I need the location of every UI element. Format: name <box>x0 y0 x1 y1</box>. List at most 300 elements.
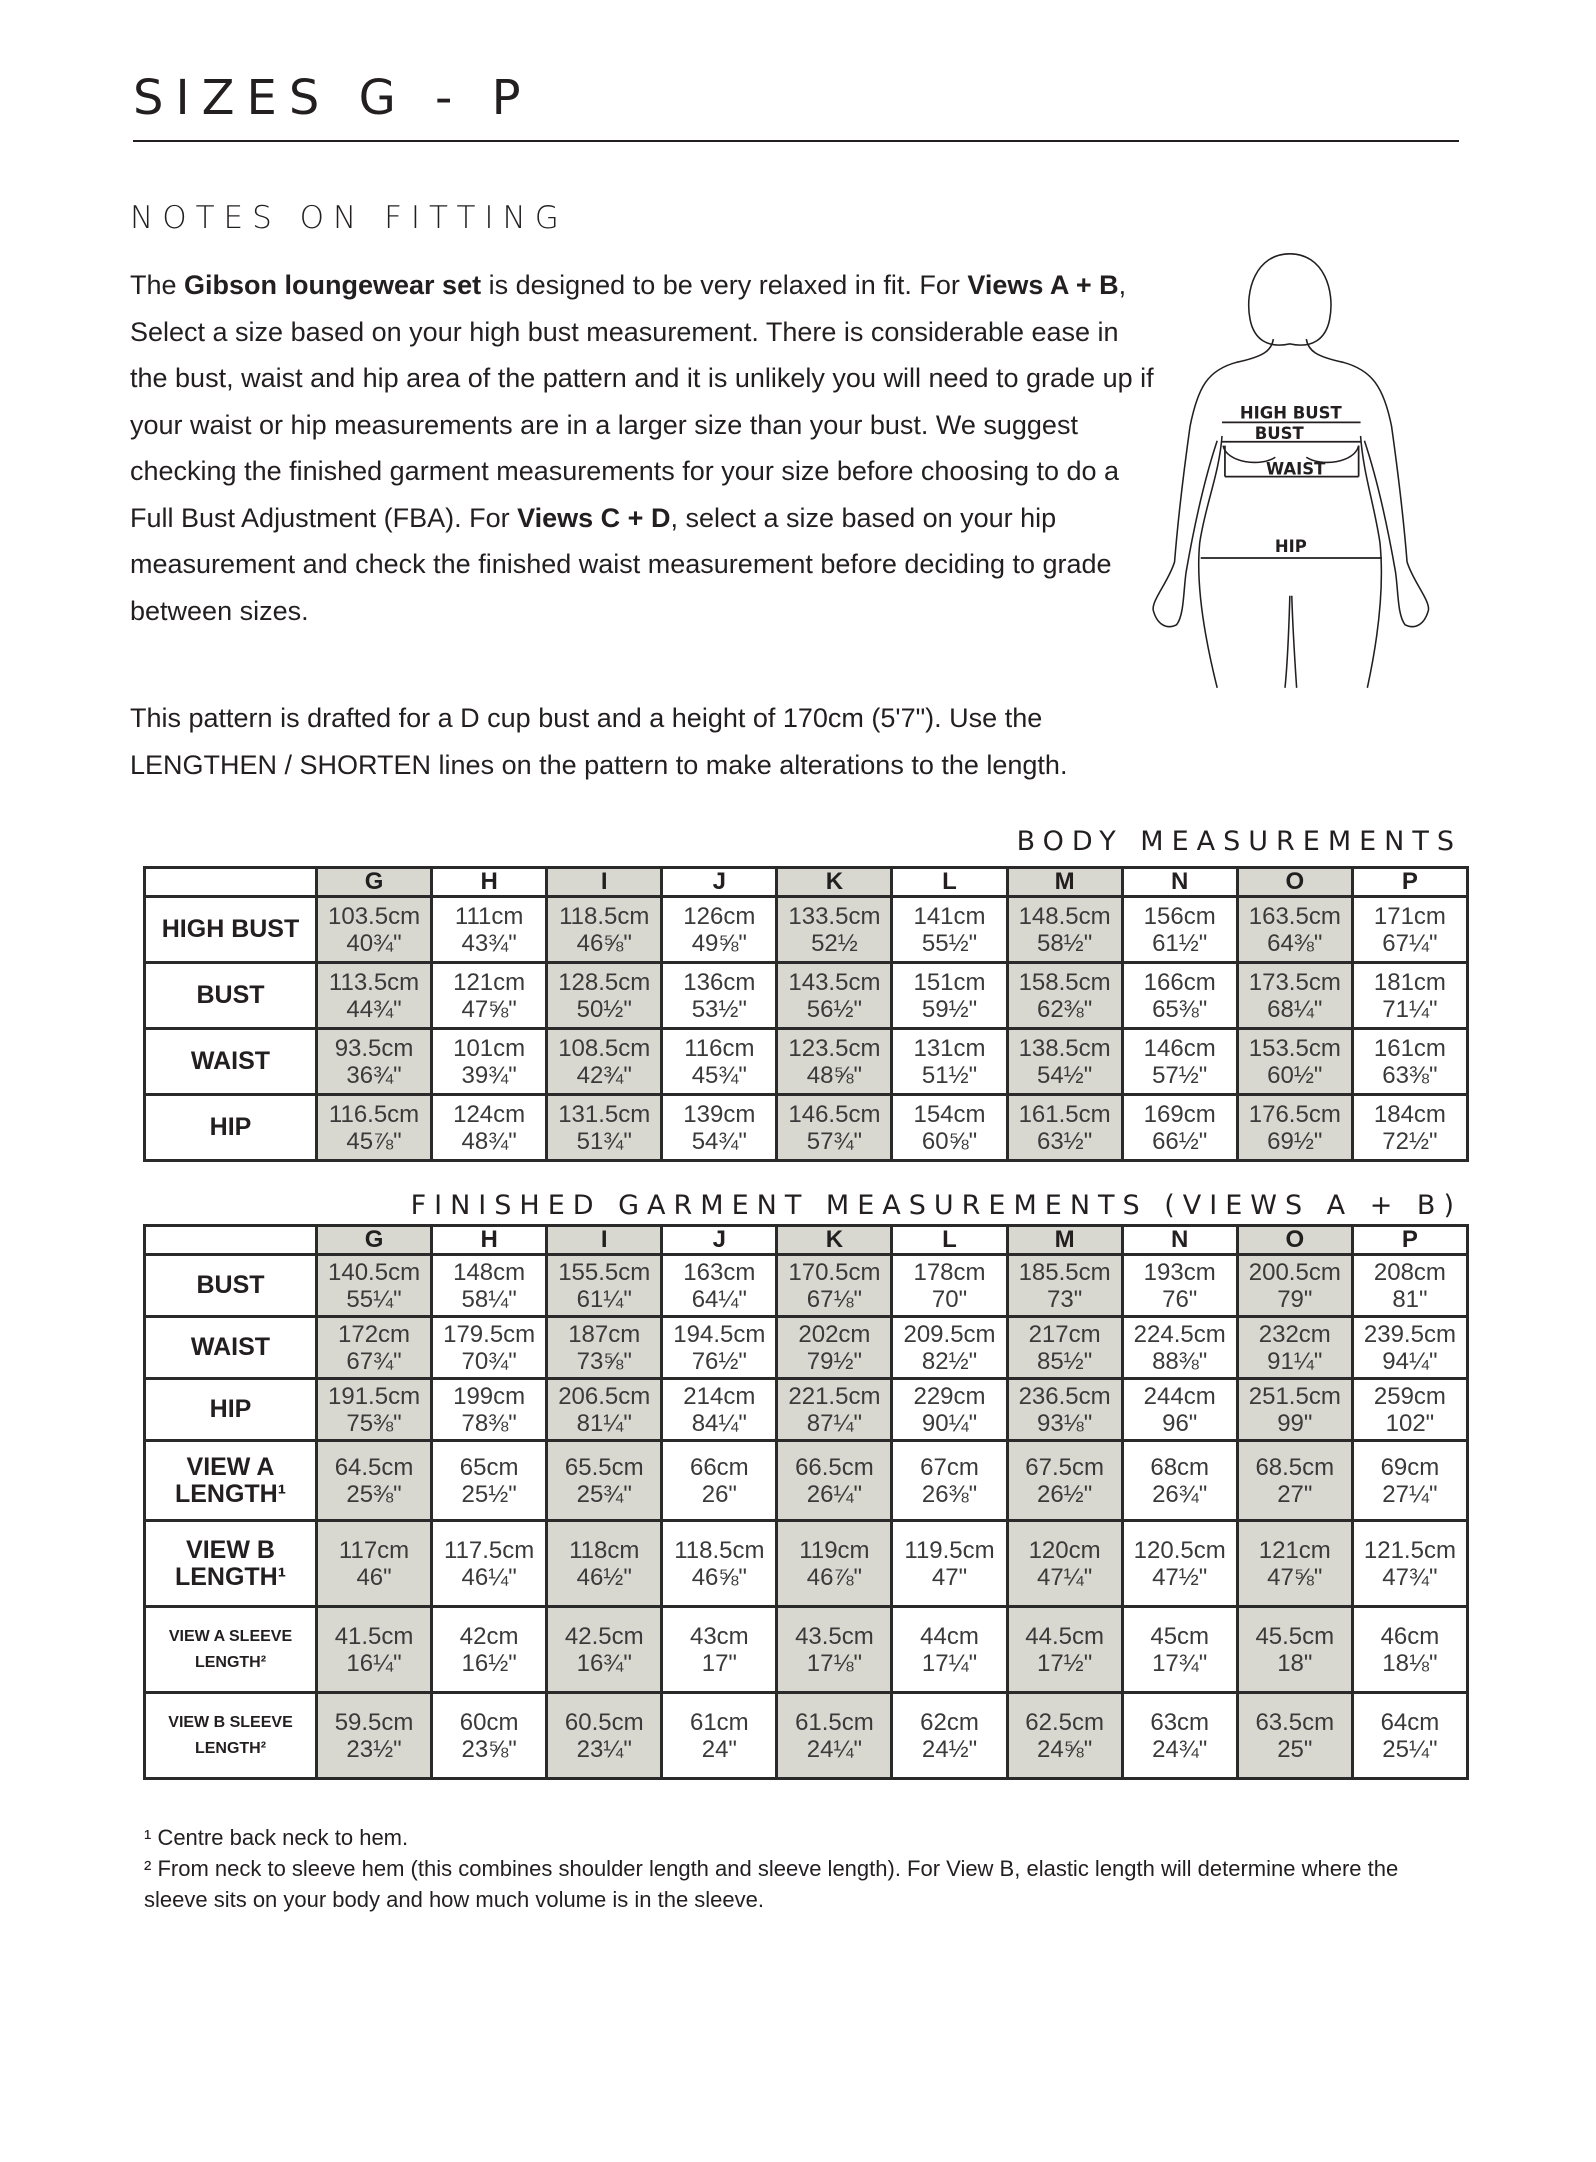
cm-value: 60.5cm <box>564 1708 644 1736</box>
inch-value: 43¾" <box>461 929 517 957</box>
measurement-cell <box>1352 897 1467 963</box>
cm-value: 163.5cm <box>1248 902 1341 930</box>
inch-value: 76½" <box>691 1347 747 1375</box>
inch-value: 51¾" <box>576 1127 632 1155</box>
cm-value: 101cm <box>453 1034 526 1062</box>
cm-value: 43.5cm <box>795 1622 874 1650</box>
cm-value: 63.5cm <box>1255 1708 1335 1736</box>
cm-value: 61cm <box>689 1708 749 1736</box>
inch-value: 79" <box>1277 1285 1313 1313</box>
cm-value: 173.5cm <box>1248 968 1341 996</box>
measurement-cell <box>892 1521 1007 1607</box>
footnotes <box>144 1822 1444 1915</box>
inch-value: 46⅝" <box>576 929 632 957</box>
measurement-cell <box>432 1607 547 1693</box>
row-label: BUST <box>145 963 317 1029</box>
cm-value: 217cm <box>1028 1320 1101 1348</box>
measurement-cell <box>892 963 1007 1029</box>
cm-value: 136cm <box>683 968 756 996</box>
inch-value: 23½" <box>346 1735 402 1763</box>
measurement-cell <box>1237 1095 1352 1161</box>
cm-value: 156cm <box>1143 902 1216 930</box>
measurement-cell <box>777 1379 892 1441</box>
measurement-cell <box>1007 963 1122 1029</box>
measurement-cell <box>1122 1441 1237 1521</box>
cm-value: 60cm <box>459 1708 519 1736</box>
measurement-cell <box>1237 1441 1352 1521</box>
cm-value: 148.5cm <box>1018 902 1111 930</box>
cm-value: 65.5cm <box>564 1453 644 1481</box>
inch-value: 82½" <box>921 1347 978 1375</box>
size-header: P <box>1352 868 1467 897</box>
cm-value: 120cm <box>1028 1536 1101 1564</box>
torso-right <box>1361 436 1382 688</box>
cm-value: 140.5cm <box>328 1258 421 1286</box>
cm-value: 236.5cm <box>1018 1382 1111 1410</box>
inch-value: 69½" <box>1267 1127 1323 1155</box>
inch-value: 25¾" <box>576 1480 632 1508</box>
measurement-cell <box>1237 897 1352 963</box>
inch-value: 54½" <box>1036 1061 1093 1089</box>
cm-value: 139cm <box>683 1100 756 1128</box>
inch-value: 16¾" <box>576 1649 632 1677</box>
size-header: N <box>1122 1226 1237 1255</box>
inner-leg <box>1285 596 1297 688</box>
inch-value: 48⅝" <box>806 1061 863 1089</box>
cm-value: 61.5cm <box>795 1708 874 1736</box>
intro-text: , select a size based on your hip measurement and check the finished waist measurement before deciding to grade between sizes. <box>130 502 1112 626</box>
cm-value: 179.5cm <box>443 1320 536 1348</box>
inch-value: 96" <box>1162 1409 1198 1437</box>
measurement-cell <box>662 1255 777 1317</box>
measurement-cell <box>1237 1693 1352 1779</box>
inch-value: 53½" <box>691 995 747 1023</box>
size-header: H <box>432 1226 547 1255</box>
measurement-cell <box>432 1693 547 1779</box>
measurement-cell <box>1122 1029 1237 1095</box>
measurement-cell <box>1122 1317 1237 1379</box>
cm-value: 41.5cm <box>334 1622 414 1650</box>
measurement-cell <box>317 1693 432 1779</box>
inch-value: 49⅝" <box>691 929 747 957</box>
measurement-cell <box>1007 1095 1122 1161</box>
footnote-2: ² From neck to sleeve hem (this combines shoulder length and sleeve length). For View B, elastic length will determine where the sleeve sits on your body and how much volume is in the sleeve. <box>144 1856 1399 1912</box>
measurement-cell <box>892 1607 1007 1693</box>
cm-value: 119.5cm <box>904 1536 995 1564</box>
torso-left <box>1199 436 1222 688</box>
inch-value: 25½" <box>461 1480 517 1508</box>
measurement-cell <box>432 1255 547 1317</box>
measurement-cell <box>1352 1317 1467 1379</box>
cm-value: 224.5cm <box>1133 1320 1226 1348</box>
cm-value: 44.5cm <box>1025 1622 1104 1650</box>
measurement-cell <box>1237 1607 1352 1693</box>
cm-value: 118cm <box>569 1536 640 1564</box>
size-header: P <box>1352 1226 1467 1255</box>
measurement-cell <box>892 1317 1007 1379</box>
table-row <box>145 1255 1468 1317</box>
inch-value: 79½" <box>806 1347 863 1375</box>
inch-value: 23¼" <box>576 1735 632 1763</box>
size-header: O <box>1237 868 1352 897</box>
measurement-cell <box>1007 1317 1122 1379</box>
inch-value: 46⅝" <box>691 1563 747 1591</box>
cm-value: 121.5cm <box>1363 1536 1456 1564</box>
finished-measurements-table <box>143 1224 1469 1780</box>
inch-value: 24¼" <box>806 1735 863 1763</box>
cm-value: 146.5cm <box>788 1100 881 1128</box>
cm-value: 117cm <box>338 1536 410 1564</box>
inch-value: 48¾" <box>461 1127 517 1155</box>
inch-value: 44¾" <box>346 995 402 1023</box>
inch-value: 47⅝" <box>461 995 517 1023</box>
inch-value: 26¼" <box>806 1480 863 1508</box>
inch-value: 52½ <box>811 929 858 957</box>
body-measurements-table <box>143 866 1469 1162</box>
row-label: VIEW B LENGTH¹ <box>145 1521 317 1607</box>
measurement-cell <box>547 1379 662 1441</box>
cm-value: 200.5cm <box>1248 1258 1341 1286</box>
measurement-cell <box>1237 963 1352 1029</box>
measurement-cell <box>432 1029 547 1095</box>
cm-value: 44cm <box>920 1622 979 1650</box>
cm-value: 151cm <box>913 968 986 996</box>
inch-value: 72½" <box>1382 1127 1438 1155</box>
cm-value: 117.5cm <box>444 1536 535 1564</box>
measurement-cell <box>1352 963 1467 1029</box>
inch-value: 91¼" <box>1267 1347 1323 1375</box>
measurement-cell <box>1352 1693 1467 1779</box>
inch-value: 63⅜" <box>1382 1061 1438 1089</box>
drafted-note: This pattern is drafted for a D cup bust and a height of 170cm (5'7"). Use the LENGTHEN / SHORTEN lines on the pattern to make alterations to the length. <box>130 703 1068 780</box>
inch-value: 42¾" <box>576 1061 632 1089</box>
measurement-cell <box>547 1255 662 1317</box>
cm-value: 170.5cm <box>788 1258 881 1286</box>
measurement-cell <box>1122 1693 1237 1779</box>
inch-value: 60½" <box>1267 1061 1323 1089</box>
inch-value: 45⅞" <box>346 1127 402 1155</box>
cm-value: 121cm <box>453 968 526 996</box>
measurement-cell <box>1007 1379 1122 1441</box>
inch-value: 61½" <box>1152 929 1208 957</box>
measurement-cell <box>547 1029 662 1095</box>
inch-value: 25⅜" <box>346 1480 402 1508</box>
measurement-cell <box>317 1095 432 1161</box>
inch-value: 17¼" <box>921 1649 978 1677</box>
inch-value: 24" <box>701 1735 737 1763</box>
inch-value: 78⅜" <box>461 1409 517 1437</box>
measurement-cell <box>777 1029 892 1095</box>
cm-value: 194.5cm <box>673 1320 766 1348</box>
inch-value: 63½" <box>1036 1127 1093 1155</box>
measurement-cell <box>1237 1255 1352 1317</box>
inch-value: 36¾" <box>346 1061 402 1089</box>
size-header: G <box>317 868 432 897</box>
inch-value: 26½" <box>1036 1480 1093 1508</box>
cm-value: 191.5cm <box>328 1382 421 1410</box>
cm-value: 93.5cm <box>334 1034 414 1062</box>
cm-value: 59.5cm <box>334 1708 414 1736</box>
inch-value: 24¾" <box>1152 1735 1208 1763</box>
measurement-cell <box>892 1693 1007 1779</box>
row-label: WAIST <box>145 1029 317 1095</box>
cm-value: 202cm <box>798 1320 871 1348</box>
table-row <box>145 1379 1468 1441</box>
footnote-1: ¹ Centre back neck to hem. <box>144 1825 409 1850</box>
cm-value: 128.5cm <box>558 968 651 996</box>
header-corner <box>145 868 317 897</box>
measurement-cell <box>1352 1095 1467 1161</box>
cm-value: 67cm <box>920 1453 979 1481</box>
intro-text: is designed to be very relaxed in fit. For <box>481 270 968 300</box>
body-measurements-title: BODY MEASUREMENTS <box>1016 826 1462 857</box>
size-header-row <box>145 1226 1468 1255</box>
cm-value: 148cm <box>453 1258 526 1286</box>
cm-value: 113.5cm <box>328 968 420 996</box>
body-figure <box>1130 235 1440 695</box>
inch-value: 17¾" <box>1152 1649 1208 1677</box>
inch-value: 26" <box>701 1480 737 1508</box>
measurement-cell <box>432 1521 547 1607</box>
measurement-cell <box>1122 1255 1237 1317</box>
table-row <box>145 963 1468 1029</box>
table-row <box>145 1693 1468 1779</box>
high-bust-label: HIGH BUST <box>1239 403 1342 423</box>
measurement-cell <box>547 1693 662 1779</box>
measurement-cell <box>892 1379 1007 1441</box>
inch-value: 73⅝" <box>576 1347 632 1375</box>
measurement-cell <box>662 1379 777 1441</box>
table-row <box>145 897 1468 963</box>
cm-value: 178cm <box>913 1258 986 1286</box>
measurement-cell <box>777 897 892 963</box>
row-label: HIGH BUST <box>145 897 317 963</box>
measurement-cell <box>317 1317 432 1379</box>
row-label: BUST <box>145 1255 317 1317</box>
inch-value: 64¼" <box>691 1285 747 1313</box>
measurement-cell <box>1352 1521 1467 1607</box>
measurement-cell <box>662 897 777 963</box>
inch-value: 54¾" <box>691 1127 747 1155</box>
cm-value: 171cm <box>1373 902 1446 930</box>
measurement-cell <box>547 1607 662 1693</box>
inch-value: 93⅛" <box>1036 1409 1093 1437</box>
measurement-cell <box>432 1317 547 1379</box>
cm-value: 163cm <box>683 1258 756 1286</box>
cm-value: 229cm <box>913 1382 986 1410</box>
measurement-cell <box>1237 1317 1352 1379</box>
head-outline <box>1249 254 1331 345</box>
inch-value: 71¼" <box>1382 995 1438 1023</box>
inch-value: 46⅞" <box>806 1563 863 1591</box>
row-label: VIEW A LENGTH¹ <box>145 1441 317 1521</box>
inch-value: 66½" <box>1152 1127 1208 1155</box>
cm-value: 181cm <box>1373 968 1446 996</box>
measurement-cell <box>317 1379 432 1441</box>
size-header: M <box>1007 1226 1122 1255</box>
row-label: HIP <box>145 1379 317 1441</box>
measurement-cell <box>892 1441 1007 1521</box>
size-header: G <box>317 1226 432 1255</box>
cm-value: 116cm <box>684 1034 755 1062</box>
cm-value: 65cm <box>459 1453 519 1481</box>
cm-value: 42cm <box>459 1622 519 1650</box>
cm-value: 161cm <box>1373 1034 1446 1062</box>
inch-value: 46¼" <box>461 1563 517 1591</box>
inch-value: 51½" <box>921 1061 978 1089</box>
cm-value: 143.5cm <box>788 968 881 996</box>
inch-value: 50½" <box>576 995 632 1023</box>
size-header: L <box>892 868 1007 897</box>
cm-value: 166cm <box>1143 968 1216 996</box>
measurement-cell <box>1237 1521 1352 1607</box>
cm-value: 208cm <box>1373 1258 1446 1286</box>
finished-measurements-title: FINISHED GARMENT MEASUREMENTS (VIEWS A + B) <box>410 1190 1462 1221</box>
measurement-cell <box>892 1255 1007 1317</box>
cm-value: 146cm <box>1143 1034 1216 1062</box>
measurement-cell <box>1237 1029 1352 1095</box>
measurement-cell <box>547 1521 662 1607</box>
inch-value: 81¼" <box>576 1409 632 1437</box>
inch-value: 60⅝" <box>921 1127 978 1155</box>
inch-value: 17" <box>701 1649 737 1677</box>
size-header-row <box>145 868 1468 897</box>
size-header: H <box>432 868 547 897</box>
cm-value: 64.5cm <box>334 1453 414 1481</box>
measurement-cell <box>1007 1521 1122 1607</box>
measurement-cell <box>547 1441 662 1521</box>
cm-value: 45cm <box>1150 1622 1210 1650</box>
cm-value: 141cm <box>913 902 986 930</box>
inch-value: 47¾" <box>1382 1563 1438 1591</box>
measurement-cell <box>1122 963 1237 1029</box>
cm-value: 239.5cm <box>1363 1320 1456 1348</box>
measurement-cell <box>547 897 662 963</box>
inch-value: 58¼" <box>461 1285 517 1313</box>
cm-value: 67.5cm <box>1025 1453 1104 1481</box>
measurement-cell <box>317 1607 432 1693</box>
cm-value: 62.5cm <box>1025 1708 1104 1736</box>
inch-value: 16½" <box>461 1649 517 1677</box>
table-row <box>145 1607 1468 1693</box>
cm-value: 118.5cm <box>674 1536 765 1564</box>
cm-value: 118.5cm <box>559 902 650 930</box>
inch-value: 67⅛" <box>806 1285 863 1313</box>
measurement-cell <box>892 897 1007 963</box>
row-label: HIP <box>145 1095 317 1161</box>
measurement-cell <box>1352 1379 1467 1441</box>
size-header: J <box>662 868 777 897</box>
measurement-cell <box>432 897 547 963</box>
inch-value: 64⅜" <box>1267 929 1323 957</box>
inch-value: 61¼" <box>576 1285 632 1313</box>
measurement-cell <box>777 963 892 1029</box>
measurement-cell <box>662 1029 777 1095</box>
inch-value: 47¼" <box>1036 1563 1093 1591</box>
inch-value: 26¾" <box>1152 1480 1208 1508</box>
measurement-cell <box>547 963 662 1029</box>
inch-value: 67¾" <box>346 1347 402 1375</box>
cm-value: 214cm <box>683 1382 756 1410</box>
inch-value: 68¼" <box>1267 995 1323 1023</box>
measurement-cell <box>317 1521 432 1607</box>
cm-value: 64cm <box>1380 1708 1440 1736</box>
cm-value: 259cm <box>1373 1382 1446 1410</box>
cm-value: 232cm <box>1258 1320 1331 1348</box>
size-header: K <box>777 1226 892 1255</box>
inch-value: 39¾" <box>461 1061 517 1089</box>
cm-value: 111cm <box>454 902 524 930</box>
size-header: I <box>547 868 662 897</box>
inch-value: 46" <box>356 1563 392 1591</box>
cm-value: 172cm <box>338 1320 411 1348</box>
inch-value: 90¼" <box>921 1409 978 1437</box>
inch-value: 16¼" <box>346 1649 402 1677</box>
measurement-cell <box>1352 1607 1467 1693</box>
inch-value: 70" <box>931 1285 968 1313</box>
measurement-cell <box>1237 1379 1352 1441</box>
inch-value: 18" <box>1277 1649 1313 1677</box>
measurement-cell <box>1007 1607 1122 1693</box>
cm-value: 42.5cm <box>564 1622 644 1650</box>
measurement-cell <box>1352 1029 1467 1095</box>
inch-value: 17⅛" <box>806 1649 863 1677</box>
measurement-cell <box>662 1521 777 1607</box>
inch-value: 47½" <box>1152 1563 1208 1591</box>
cm-value: 193cm <box>1143 1258 1216 1286</box>
inch-value: 47" <box>931 1563 968 1591</box>
cm-value: 121cm <box>1258 1536 1331 1564</box>
intro-text: The <box>130 270 185 300</box>
size-header: N <box>1122 868 1237 897</box>
measurement-cell <box>317 1441 432 1521</box>
size-header: J <box>662 1226 777 1255</box>
size-header: O <box>1237 1226 1352 1255</box>
cm-value: 184cm <box>1373 1100 1446 1128</box>
measurement-cell <box>892 1095 1007 1161</box>
table-row <box>145 1317 1468 1379</box>
cm-value: 62cm <box>920 1708 979 1736</box>
measurement-cell <box>777 1095 892 1161</box>
table-row <box>145 1441 1468 1521</box>
inch-value: 56½" <box>806 995 863 1023</box>
measurement-cell <box>662 1095 777 1161</box>
inch-value: 94¼" <box>1382 1347 1438 1375</box>
measurement-cell <box>432 1095 547 1161</box>
measurement-cell <box>547 1317 662 1379</box>
bust-label: BUST <box>1254 423 1304 443</box>
measurement-cell <box>777 1521 892 1607</box>
measurement-cell <box>1122 1521 1237 1607</box>
cm-value: 206.5cm <box>558 1382 651 1410</box>
measurement-cell <box>1007 1029 1122 1095</box>
cm-value: 131.5cm <box>558 1100 651 1128</box>
measurement-cell <box>432 963 547 1029</box>
size-header: L <box>892 1226 1007 1255</box>
inch-value: 62⅜" <box>1036 995 1093 1023</box>
cm-value: 153.5cm <box>1248 1034 1341 1062</box>
measurement-cell <box>1007 1441 1122 1521</box>
measurement-cell <box>662 1441 777 1521</box>
cm-value: 199cm <box>453 1382 526 1410</box>
measurement-cell <box>317 963 432 1029</box>
cm-value: 244cm <box>1143 1382 1216 1410</box>
inch-value: 58½" <box>1036 929 1093 957</box>
measurement-cell <box>432 1441 547 1521</box>
inch-value: 25¼" <box>1382 1735 1438 1763</box>
cm-value: 63cm <box>1150 1708 1210 1736</box>
cm-value: 43cm <box>689 1622 749 1650</box>
